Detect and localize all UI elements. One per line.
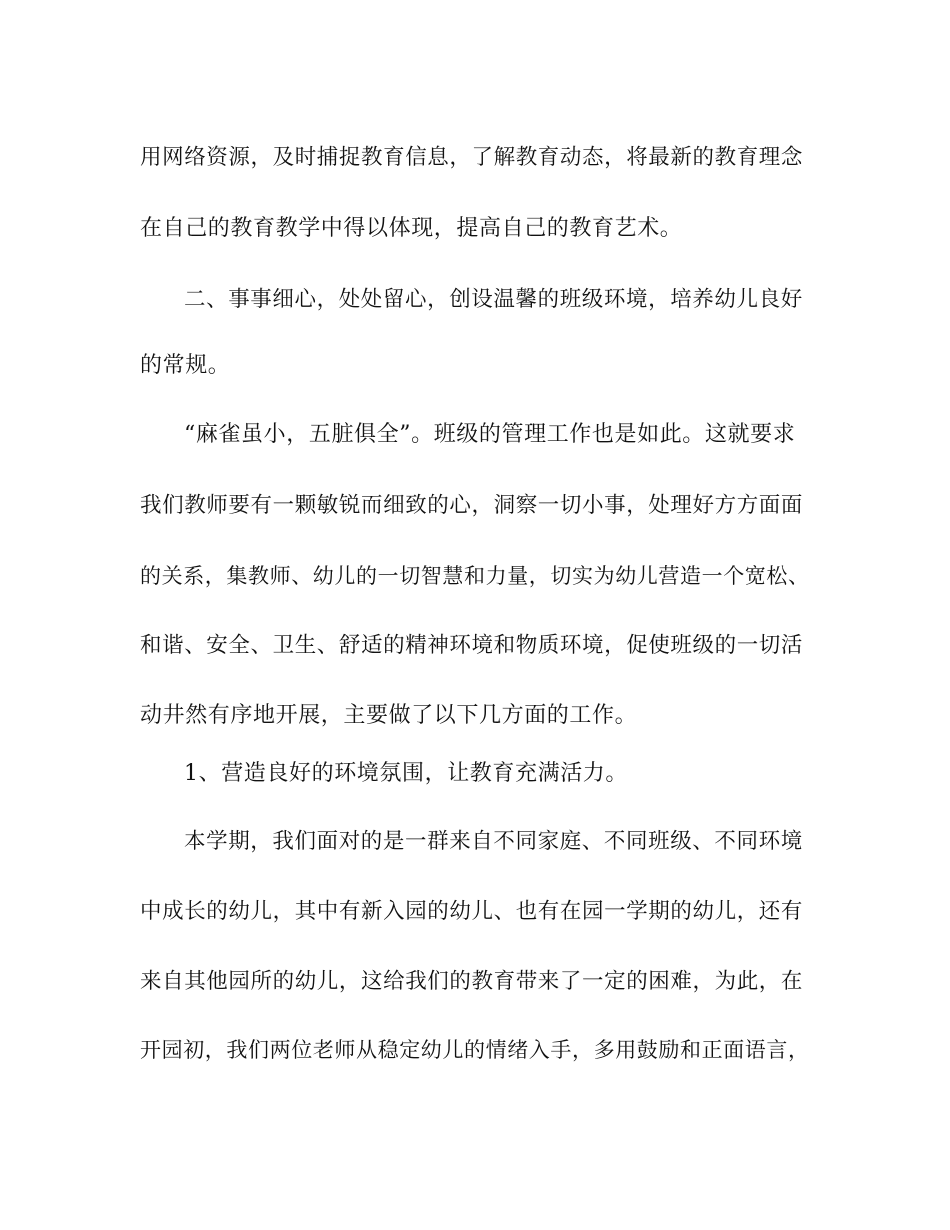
paragraph-start-1: “麻雀虽小，五脏俱全”。班级的管理工作也是如此。这就要求 bbox=[184, 422, 796, 447]
text-line-6: 我们教师要有一颗敏锐而细致的心，洞察一切小事，处理好方方面面 bbox=[140, 493, 804, 518]
section-heading-2: 二、事事细心，处处留心，创设温馨的班级环境，培养幼儿良好 bbox=[184, 287, 803, 312]
text-line-7: 的关系，集教师、幼儿的一切智慧和力量，切实为幼儿营造一个宽松、 bbox=[140, 564, 810, 588]
text-line-2: 在自己的教育教学中得以体现，提高自己的教育艺术。 bbox=[140, 216, 683, 241]
text-line-13: 来自其他园所的幼儿，这给我们的教育带来了一定的困难，为此，在 bbox=[140, 969, 804, 994]
subsection-heading-1: 1、营造良好的环境氛围，让教育充满活力。 bbox=[184, 761, 628, 786]
paragraph-start-2: 本学期，我们面对的是一群来自不同家庭、不同班级、不同环境 bbox=[184, 829, 803, 854]
text-line-14: 开园初，我们两位老师从稳定幼儿的情绪入手，多用鼓励和正面语言， bbox=[140, 1038, 810, 1062]
text-line-9: 动井然有序地开展，主要做了以下几方面的工作。 bbox=[140, 703, 638, 728]
text-line-8: 和谐、安全、卫生、舒适的精神环境和物质环境，促使班级的一切活 bbox=[140, 633, 804, 658]
text-line-4: 的常规。 bbox=[140, 353, 231, 378]
text-line-1: 用网络资源，及时捕捉教育信息，了解教育动态，将最新的教育理念 bbox=[140, 145, 804, 170]
text-line-12: 中成长的幼儿，其中有新入园的幼儿、也有在园一学期的幼儿，还有 bbox=[140, 899, 804, 924]
